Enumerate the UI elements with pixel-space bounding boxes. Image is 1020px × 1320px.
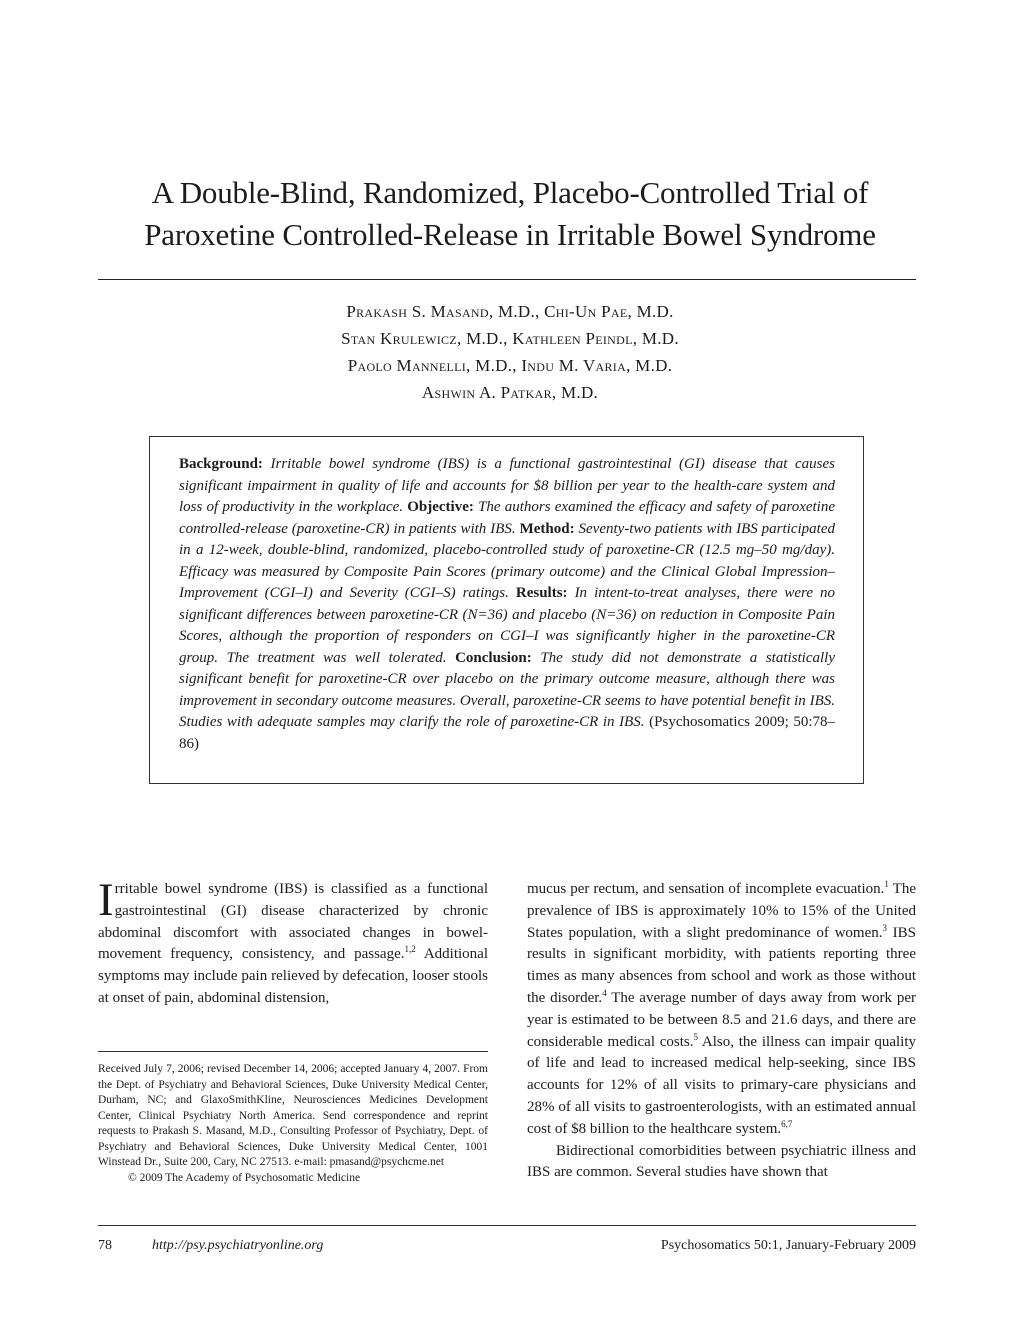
page-number: 78 bbox=[98, 1238, 112, 1253]
footer-divider bbox=[98, 1225, 916, 1226]
copyright-notice: © 2009 The Academy of Psychosomatic Medicine bbox=[128, 1171, 361, 1184]
title-line-2: Paroxetine Controlled-Release in Irritable Bowel Syndrome bbox=[144, 217, 876, 252]
objective-text: The authors examined the efficacy and safety of paroxetine controlled-release (paroxetine-CR) in patients with IBS. bbox=[179, 499, 835, 537]
reference-marker: 4 bbox=[602, 987, 607, 998]
reference-marker: 1,2 bbox=[404, 944, 416, 955]
reference-marker: 6,7 bbox=[781, 1118, 793, 1129]
title-line-1: A Double-Blind, Randomized, Placebo-Controlled Trial of bbox=[151, 175, 869, 210]
abstract-text bbox=[179, 454, 835, 755]
author-line: Prakash S. Masand, M.D., Chi-Un Pae, M.D. bbox=[346, 302, 674, 321]
method-text: Seventy-two patients with IBS participated in a 12-week, double-blind, randomized, placebo-controlled study of paroxetine-CR (12.5 mg–50 mg/day). Efficacy was measured by Composite Pain Scores (primary outcome) and the Clinical Global Impression–Improvement (CGI–I) and Severity (CGI–S) ratings. bbox=[179, 520, 836, 601]
article-footnote bbox=[98, 1062, 488, 1186]
abstract-box bbox=[149, 436, 864, 784]
footnote-divider bbox=[98, 1051, 488, 1052]
journal-url-link[interactable]: http://psy.psychiatryonline.org bbox=[152, 1238, 324, 1253]
results-text: In intent-to-treat analyses, there were no significant differences between paroxetine-CR (N=36) and placebo (N=36) on reduction in Composite Pain Scores, although the proportion of responders on CGI–I was significantly higher in the paroxetine-CR group. The treatment was well tolerated. bbox=[179, 585, 835, 666]
author-line: Stan Krulewicz, M.D., Kathleen Peindl, M.D. bbox=[341, 329, 679, 348]
objective-label: Objective: bbox=[407, 499, 474, 515]
drop-cap: I bbox=[98, 874, 114, 926]
conclusion-label: Conclusion: bbox=[455, 649, 532, 666]
background-text: Irritable bowel syndrome (IBS) is a functional gastrointestinal (GI) disease that causes significant impairment in quality of life and accounts for $8 billion per year to the health-care system and loss of productivity in the workplace. bbox=[179, 456, 835, 515]
body-column-left bbox=[98, 874, 488, 1010]
author-list bbox=[60, 298, 960, 406]
reference-marker: 1 bbox=[884, 879, 889, 889]
body-paragraph: Irritable bowel syndrome (IBS) is classified as a functional gastrointestinal (GI) disease characterized by chronic abdominal discomfort with associated changes in bowel-movement frequency, consistency, and passage.$^{1,2}$ Additional symptoms may include pain relieved by defecation, looser stools at onset of pain, abdominal distension, bbox=[98, 874, 488, 1006]
body-paragraph: mucus per rectum, and sensation of incomplete evacuation.$^1$ The prevalence of IBS is approximately 10% to 15% of the United States population, with a slight predominance of women.$^3$ IBS results in significant morbidity, with patients reporting three times as many absences from school and work as those without the disorder.$^4$ The average number of days away from work per year is estimated to be between 8.5 and 21.6 days, and there are considerable medical costs.$^5$ Also, the illness can impair quality of life and lead to increased medical help-seeking, since IBS accounts for 12% of all visits to primary-care physicians and 28% of all visits to gastroenterologists, with an estimated annual cost of $8 billion to the healthcare system.$^{6,7}$ bbox=[527, 879, 916, 1137]
body-column-right bbox=[527, 879, 916, 1184]
method-label: Method: bbox=[519, 520, 575, 537]
reference-marker: 5 bbox=[693, 1031, 699, 1042]
abstract-citation: (Psychosomatics 2009; 50:78–86) bbox=[179, 714, 835, 752]
results-label: Results: bbox=[515, 585, 568, 601]
journal-issue: Psychosomatics 50:1, January-February 2009 bbox=[660, 1238, 916, 1253]
footnote-received: Received July 7, 2006; revised December 14, 2006; accepted January 4, 2007. From the Dept. of Psychiatry and Behavioral Sciences, Duke University Medical Center, Durham, NC; and GlaxoSmithKline, Neurosciences Medicines Development Center, Clinical Psychiatry North America. Send correspondence and reprint requests to Prakash S. Masand, M.D., Consulting Professor of Psychiatry, Dept. of Psychiatry and Behavioral Sciences, Duke University Medical Center, 1001 Winstead Dr., Suite 200, Cary, NC 27513. e-mail: pmasand@psychcme.net bbox=[98, 1063, 488, 1168]
body-paragraph: Bidirectional comorbidities between psychiatric illness and IBS are common. Several studies have shown that bbox=[527, 1142, 916, 1181]
title-divider bbox=[98, 279, 916, 280]
conclusion-text: The study did not demonstrate a statistically significant benefit for paroxetine-CR over placebo on the primary outcome measure, although there was improvement in secondary outcome measures. Overall, paroxetine-CR seems to have potential benefit in IBS. Studies with adequate samples may clarify the role of paroxetine-CR in IBS. bbox=[179, 649, 835, 730]
article-title bbox=[60, 172, 960, 256]
reference-marker: 3 bbox=[882, 922, 887, 933]
background-label: Background: bbox=[179, 456, 263, 472]
author-line: Paolo Mannelli, M.D., Indu M. Varia, M.D. bbox=[347, 356, 673, 375]
author-line: Ashwin A. Patkar, M.D. bbox=[421, 383, 599, 402]
